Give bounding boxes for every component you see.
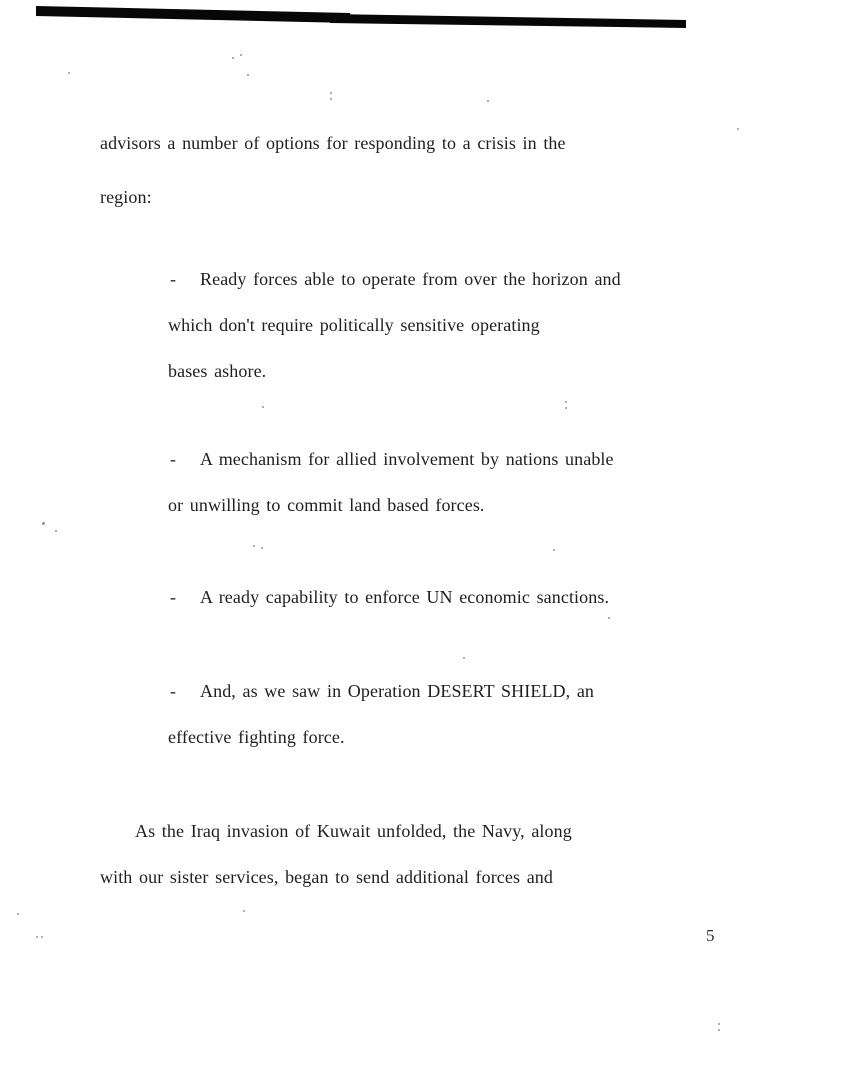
scan-speck — [553, 549, 555, 551]
intro-paragraph — [100, 116, 566, 224]
scan-speck — [737, 128, 739, 130]
bullet-marker: - — [170, 587, 177, 607]
scan-speck — [565, 407, 567, 409]
intro-line-1: advisors a number of options for responding to a crisis in the — [100, 133, 566, 153]
bullet-line: or unwilling to commit land based forces. — [168, 495, 485, 515]
bullet-marker: - — [170, 449, 177, 469]
scan-speck — [330, 92, 332, 94]
bullet-item-un-sanctions — [168, 574, 768, 620]
bullet-line: bases ashore. — [168, 361, 267, 381]
bullet-line: A ready capability to enforce UN economic sanctions. — [200, 587, 610, 607]
bullet-item-desert-shield — [168, 668, 768, 760]
scan-speck — [41, 936, 43, 938]
closing-line-2: with our sister services, began to send additional forces and — [100, 867, 553, 887]
scan-speck — [17, 913, 19, 915]
scan-speck — [608, 617, 610, 619]
scan-speck — [55, 530, 57, 532]
scan-speck — [247, 74, 249, 76]
bullet-line: effective fighting force. — [168, 727, 345, 747]
page-number: 5 — [706, 926, 715, 945]
intro-line-2: region: — [100, 187, 152, 207]
scan-speck — [261, 547, 263, 549]
bullet-item-ready-forces — [168, 256, 768, 394]
closing-line-1: As the Iraq invasion of Kuwait unfolded, the Navy, along — [135, 821, 572, 841]
scan-speck — [262, 406, 264, 408]
scan-speck — [243, 910, 245, 912]
bullet-item-allied-involvement — [168, 436, 768, 528]
scan-speck — [36, 936, 38, 938]
bullet-line: And, as we saw in Operation DESERT SHIELD, an — [200, 681, 595, 701]
scan-speck — [718, 1029, 720, 1031]
scan-speck — [487, 100, 489, 102]
scan-edge-artifact — [0, 0, 850, 40]
bullet-line: Ready forces able to operate from over the horizon and — [200, 269, 621, 289]
closing-paragraph — [100, 808, 740, 900]
scan-speck — [240, 54, 242, 56]
scan-speck — [253, 545, 255, 547]
scan-speck — [565, 401, 567, 403]
scan-speck — [463, 657, 465, 659]
bullet-marker: - — [170, 269, 177, 289]
scan-speck — [330, 98, 332, 100]
scan-speck — [718, 1023, 720, 1025]
bullet-line: A mechanism for allied involvement by nations unable — [200, 449, 614, 469]
bullet-marker: - — [170, 681, 177, 701]
scan-speck — [42, 522, 45, 525]
scan-speck — [232, 57, 234, 59]
scan-speck — [68, 72, 70, 74]
bullet-line: which don't require politically sensitive operating — [168, 315, 540, 335]
